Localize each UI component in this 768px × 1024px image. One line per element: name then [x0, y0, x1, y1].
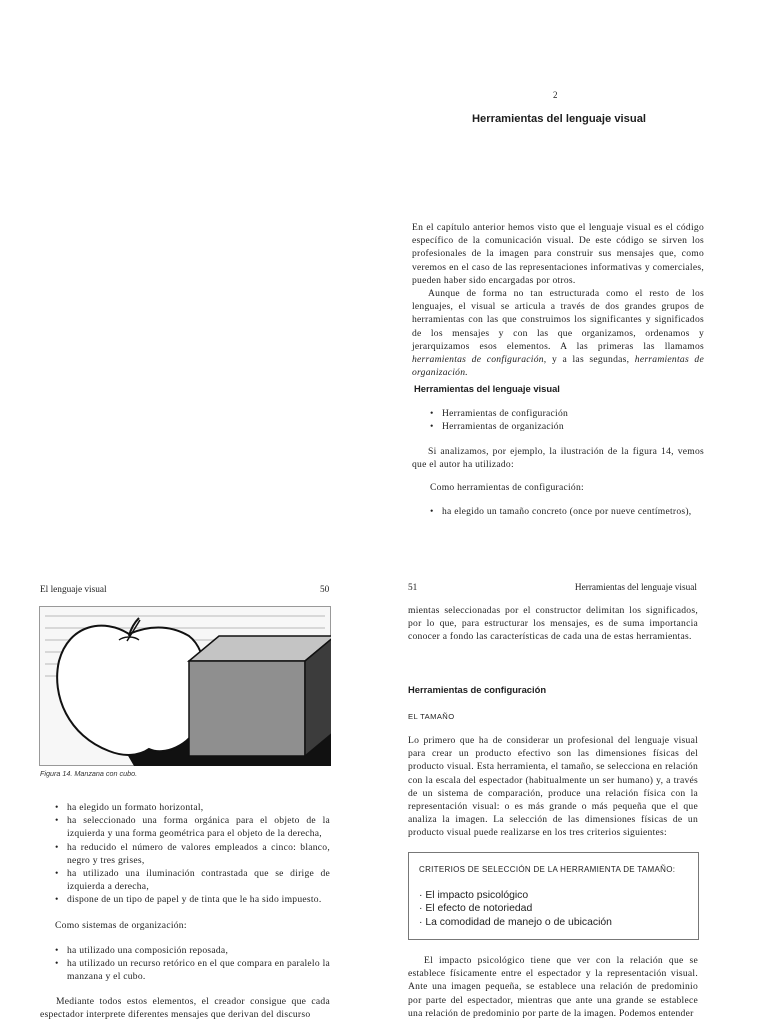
figure-apple-cube [39, 606, 331, 766]
page-number-top: 2 [553, 90, 558, 100]
right-running-header: Herramientas del lenguaje visual [574, 583, 697, 593]
page-number-50: 50 [320, 585, 330, 595]
criteria-box [408, 852, 699, 940]
cube-front [189, 661, 305, 756]
figure-caption: Figura 14. Manzana con cubo. [40, 769, 138, 778]
intro-paragraph-2: Aunque de forma no tan estructurada como el resto de los lenguajes, el visual se articula a través de dos grandes grupos de herramientas con las que construimos los significantes y significados de los mensajes y con las que organizamos, ordenamos y jerarquizamos esos elementos. A las primeras las llamamos herramientas de configuración, y a las segundas, herramientas de organización. [412, 288, 704, 379]
left-running-header: El lenguaje visual [40, 585, 107, 595]
list-item: • ha utilizado una iluminación contrastada que se dirige de izquierda a derecha, [55, 867, 330, 893]
list-item: • ha utilizado un recurso retórico en el que compara en paralelo la manzana y el cubo. [55, 957, 330, 983]
org-intro: Como sistemas de organización: [55, 920, 187, 931]
section-heading-config: Herramientas de configuración [408, 684, 547, 695]
subsection-tamano: EL TAMAÑO [408, 712, 455, 721]
analysis-paragraph: Si analizamos, por ejemplo, la ilustración de la figura 14, vemos que el autor ha utilizado: [412, 446, 704, 471]
list-item: • ha utilizado una composición reposada, [55, 944, 330, 957]
list-item: • ha reducido el número de valores empleados a cinco: blanco, negro y tres grises, [55, 841, 330, 867]
list-item: • ha seleccionado una forma orgánica para el objeto de la izquierda y una forma geométrica para el objeto de la derecha, [55, 814, 330, 840]
page-number-51: 51 [408, 583, 418, 593]
tamano-paragraph: Lo primero que ha de considerar un profesional del lenguaje visual para crear un producto efectivo son las dimensiones físicas del producto visual. Esta herramienta, el tamaño, se selecciona en relación con la escala del espectador (habitualmente un ser humano) y, a través de un sistema de comparación, produce una relación física con la representación visual: o es más grande o más pequeña que el que analiza la imagen. La selección de las dimensiones físicas de un producto visual puede realizarse en los tres criterios siguientes: [408, 735, 698, 839]
chapter-title: Herramientas del lenguaje visual [471, 113, 647, 125]
config-first-list [430, 505, 710, 518]
list-item: • ha elegido un tamaño concreto (once por nueve centímetros), [430, 505, 710, 518]
intro-text [412, 221, 704, 379]
list-item: • Herramientas de configuración [430, 407, 700, 420]
list-item: • ha elegido un formato horizontal, [55, 801, 330, 814]
list-item: • dispone de un tipo de papel y de tinta que le ha sido impuesto. [55, 893, 330, 906]
list-item: · El efecto de notoriedad [419, 902, 612, 915]
list-item: · El impacto psicológico [419, 889, 612, 902]
list-item: · La comodidad de manejo o de ubicación [419, 916, 612, 929]
section-heading-tools: Herramientas del lenguaje visual [414, 383, 560, 394]
config-intro: Como herramientas de configuración: [430, 482, 584, 493]
intro-paragraph-1: En el capítulo anterior hemos visto que el lenguaje visual es el código específico de la comunicación visual. De este código se sirven los profesionales de la imagen para construir sus mensajes que, como veremos en el caso de las representaciones informativas y comerciales, pueden haber sido encargadas por otros. [412, 222, 704, 286]
impacto-paragraph: El impacto psicológico tiene que ver con la relación que se establece físicamente entre el espectador y la representación visual. Ante una imagen pequeña, se establece una relación de predominio por parte del espectador, mientras que ante una grande se establece una relación de predominio por parte de la imagen. Podemos entender [408, 955, 698, 1019]
criteria-list [419, 889, 612, 929]
list-item: • Herramientas de organización [430, 420, 700, 433]
org-items-list [55, 944, 330, 984]
closing-paragraph: Mediante todos estos elementos, el creador consigue que cada espectador interprete diferentes mensajes que derivan del discurso [40, 996, 330, 1021]
continuation-paragraph: mientas seleccionadas por el constructor delimitan los significados, por lo que, para estructurar los mensajes, es de suma importancia conocer a fondo las características de cada una de estas herramientas. [408, 605, 698, 643]
config-items-list [55, 801, 330, 907]
tools-list [430, 407, 700, 433]
criteria-box-title: CRITERIOS DE SELECCIÓN DE LA HERRAMIENTA DE TAMAÑO: [419, 865, 676, 874]
